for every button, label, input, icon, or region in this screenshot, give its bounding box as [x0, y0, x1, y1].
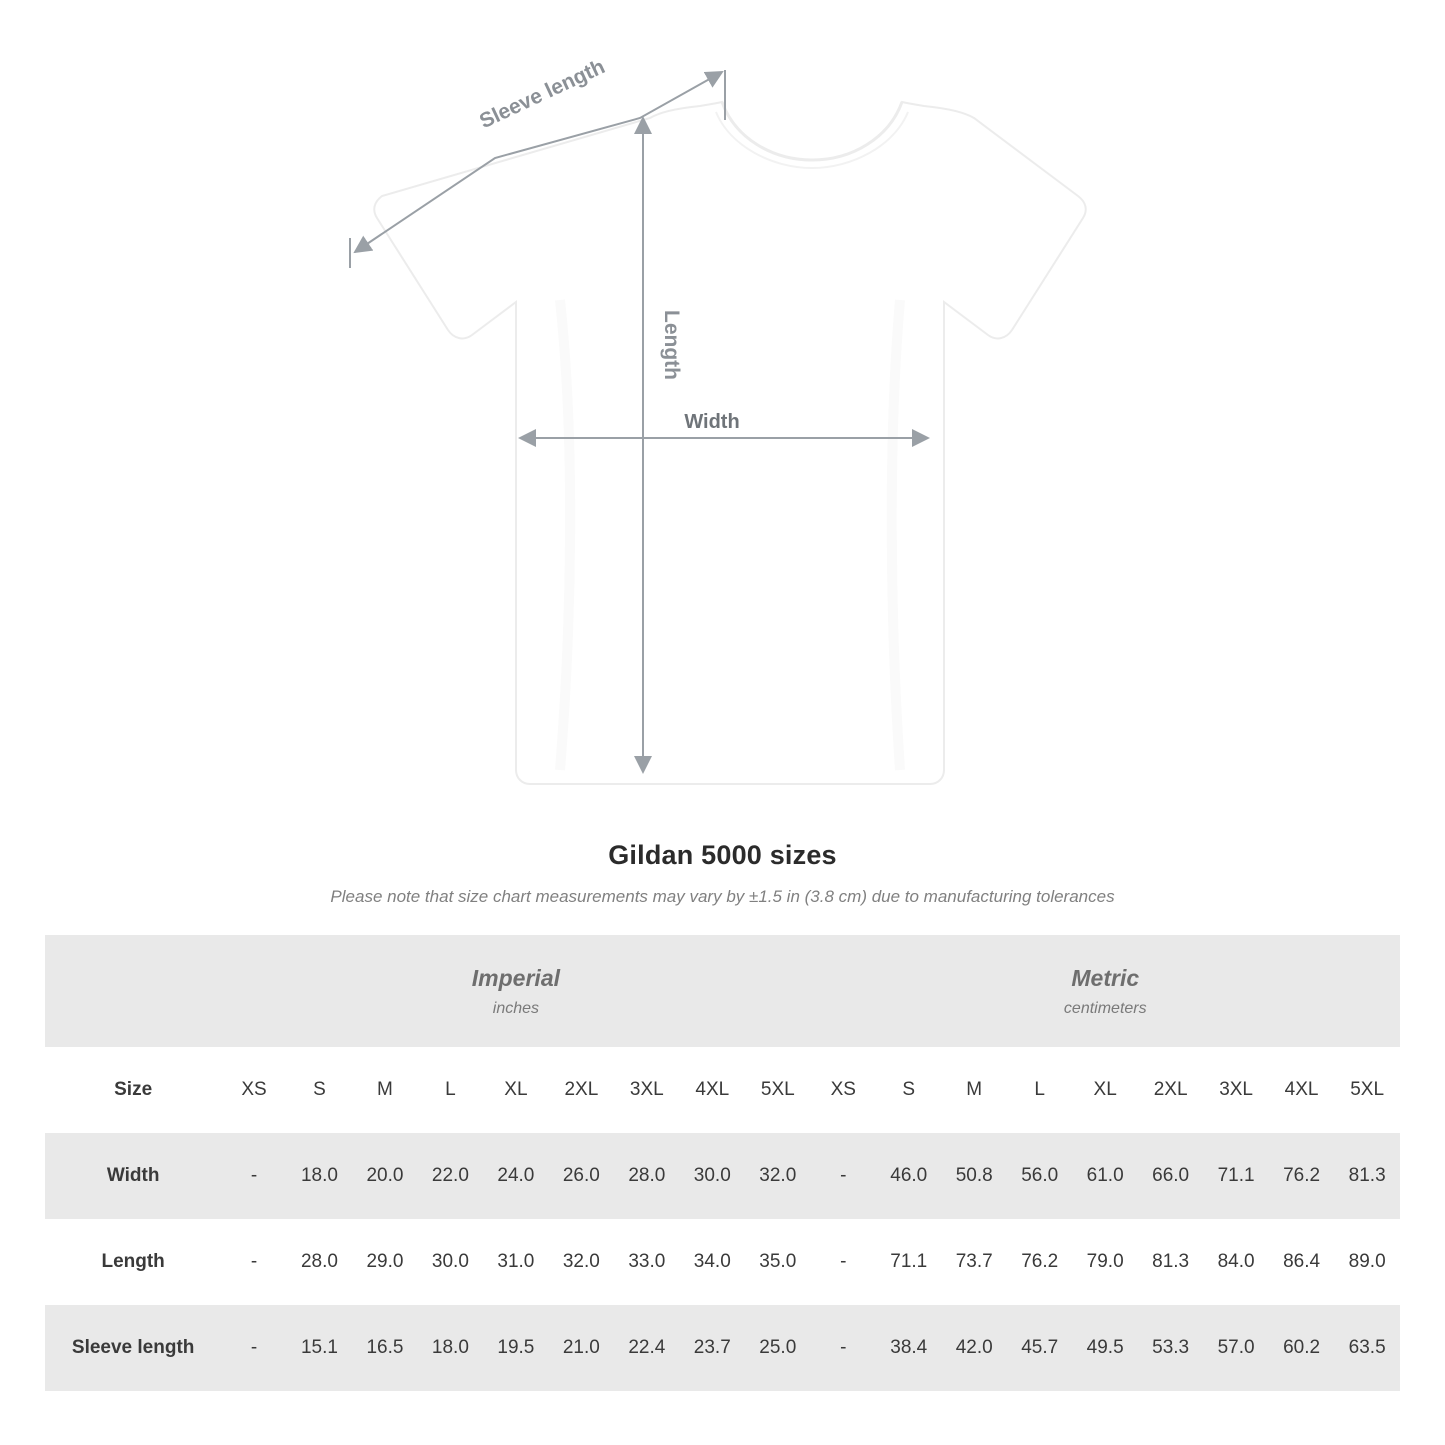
size-header-imperial-5xl: 5XL [745, 1047, 811, 1133]
cell-sleeve-metric-m: 42.0 [941, 1305, 1006, 1391]
size-header-imperial-xs: XS [221, 1047, 286, 1133]
sleeve-length-label: Sleeve length [476, 55, 609, 134]
cell-sleeve-metric-5xl: 63.5 [1334, 1305, 1400, 1391]
size-header-metric-3xl: 3XL [1203, 1047, 1268, 1133]
cell-sleeve-metric-3xl: 57.0 [1203, 1305, 1268, 1391]
unit-header-spacer [45, 935, 221, 1047]
cell-length-metric-xl: 79.0 [1072, 1219, 1137, 1305]
cell-width-metric-l: 56.0 [1007, 1133, 1072, 1219]
width-label: Width [684, 411, 740, 433]
cell-length-metric-s: 71.1 [876, 1219, 941, 1305]
unit-metric-sub: centimeters [1063, 999, 1147, 1017]
cell-sleeve-imperial-xs: - [221, 1305, 286, 1391]
cell-sleeve-metric-4xl: 60.2 [1269, 1305, 1334, 1391]
size-header-metric-s: S [876, 1047, 941, 1133]
unit-header-row [45, 935, 1400, 1047]
cell-sleeve-imperial-l: 18.0 [418, 1305, 483, 1391]
cell-width-imperial-xl: 24.0 [483, 1133, 548, 1219]
size-header-row [45, 1047, 1400, 1133]
cell-width-imperial-m: 20.0 [352, 1133, 417, 1219]
size-header-metric-5xl: 5XL [1334, 1047, 1400, 1133]
cell-length-imperial-3xl: 33.0 [614, 1219, 679, 1305]
cell-sleeve-imperial-2xl: 21.0 [549, 1305, 614, 1391]
page-title: Gildan 5000 sizes [608, 840, 837, 870]
tshirt-shape [374, 102, 1085, 784]
cell-width-imperial-s: 18.0 [287, 1133, 352, 1219]
cell-width-metric-xs: - [811, 1133, 876, 1219]
cell-length-metric-xs: - [811, 1219, 876, 1305]
cell-length-imperial-2xl: 32.0 [549, 1219, 614, 1305]
cell-length-metric-m: 73.7 [941, 1219, 1006, 1305]
cell-width-metric-4xl: 76.2 [1269, 1133, 1334, 1219]
size-header-imperial-2xl: 2XL [549, 1047, 614, 1133]
cell-sleeve-metric-l: 45.7 [1007, 1305, 1072, 1391]
cell-width-imperial-xs: - [221, 1133, 286, 1219]
length-label: Length [660, 310, 683, 380]
table-row [45, 1133, 1400, 1219]
size-header-imperial-m: M [352, 1047, 417, 1133]
cell-width-imperial-l: 22.0 [418, 1133, 483, 1219]
unit-imperial-sub: inches [492, 999, 540, 1017]
cell-length-imperial-xl: 31.0 [483, 1219, 548, 1305]
cell-length-metric-2xl: 81.3 [1138, 1219, 1203, 1305]
cell-length-metric-4xl: 86.4 [1269, 1219, 1334, 1305]
cell-width-metric-m: 50.8 [941, 1133, 1006, 1219]
cell-sleeve-metric-2xl: 53.3 [1138, 1305, 1203, 1391]
cell-length-imperial-xs: - [221, 1219, 286, 1305]
size-table-wrapper [45, 935, 1400, 1391]
unit-metric-name: Metric [1071, 964, 1140, 991]
cell-width-imperial-5xl: 32.0 [745, 1133, 811, 1219]
cell-sleeve-imperial-xl: 19.5 [483, 1305, 548, 1391]
cell-width-metric-2xl: 66.0 [1138, 1133, 1203, 1219]
size-header-imperial-l: L [418, 1047, 483, 1133]
heading-block [0, 840, 1445, 907]
size-header-imperial-4xl: 4XL [680, 1047, 745, 1133]
size-header-label: Size [45, 1047, 221, 1133]
unit-group-metric [811, 935, 1400, 1047]
row-label-sleeve-length: Sleeve length [45, 1305, 221, 1391]
cell-width-imperial-2xl: 26.0 [549, 1133, 614, 1219]
row-label-length: Length [45, 1219, 221, 1305]
cell-sleeve-imperial-m: 16.5 [352, 1305, 417, 1391]
size-header-imperial-3xl: 3XL [614, 1047, 679, 1133]
cell-sleeve-imperial-4xl: 23.7 [680, 1305, 745, 1391]
size-header-imperial-s: S [287, 1047, 352, 1133]
cell-width-metric-xl: 61.0 [1072, 1133, 1137, 1219]
cell-width-metric-s: 46.0 [876, 1133, 941, 1219]
cell-length-metric-l: 76.2 [1007, 1219, 1072, 1305]
size-table [45, 935, 1400, 1391]
cell-length-metric-5xl: 89.0 [1334, 1219, 1400, 1305]
cell-sleeve-imperial-s: 15.1 [287, 1305, 352, 1391]
tolerance-note: Please note that size chart measurements may vary by ±1.5 in (3.8 cm) due to manufacturing tolerances [330, 887, 1115, 906]
cell-sleeve-metric-xl: 49.5 [1072, 1305, 1137, 1391]
row-label-width: Width [45, 1133, 221, 1219]
cell-sleeve-metric-s: 38.4 [876, 1305, 941, 1391]
table-row [45, 1219, 1400, 1305]
cell-width-imperial-3xl: 28.0 [614, 1133, 679, 1219]
cell-width-metric-5xl: 81.3 [1334, 1133, 1400, 1219]
cell-sleeve-metric-xs: - [811, 1305, 876, 1391]
size-header-metric-4xl: 4XL [1269, 1047, 1334, 1133]
size-header-metric-2xl: 2XL [1138, 1047, 1203, 1133]
cell-width-metric-3xl: 71.1 [1203, 1133, 1268, 1219]
unit-group-imperial [221, 935, 810, 1047]
size-header-metric-xs: XS [811, 1047, 876, 1133]
cell-width-imperial-4xl: 30.0 [680, 1133, 745, 1219]
cell-length-imperial-5xl: 35.0 [745, 1219, 811, 1305]
size-header-metric-l: L [1007, 1047, 1072, 1133]
table-row [45, 1305, 1400, 1391]
cell-length-imperial-s: 28.0 [287, 1219, 352, 1305]
cell-length-imperial-m: 29.0 [352, 1219, 417, 1305]
unit-imperial-name: Imperial [471, 964, 561, 991]
size-header-metric-xl: XL [1072, 1047, 1137, 1133]
size-header-imperial-xl: XL [483, 1047, 548, 1133]
cell-sleeve-imperial-5xl: 25.0 [745, 1305, 811, 1391]
size-header-metric-m: M [941, 1047, 1006, 1133]
cell-length-imperial-4xl: 34.0 [680, 1219, 745, 1305]
cell-sleeve-imperial-3xl: 22.4 [614, 1305, 679, 1391]
cell-length-imperial-l: 30.0 [418, 1219, 483, 1305]
cell-length-metric-3xl: 84.0 [1203, 1219, 1268, 1305]
